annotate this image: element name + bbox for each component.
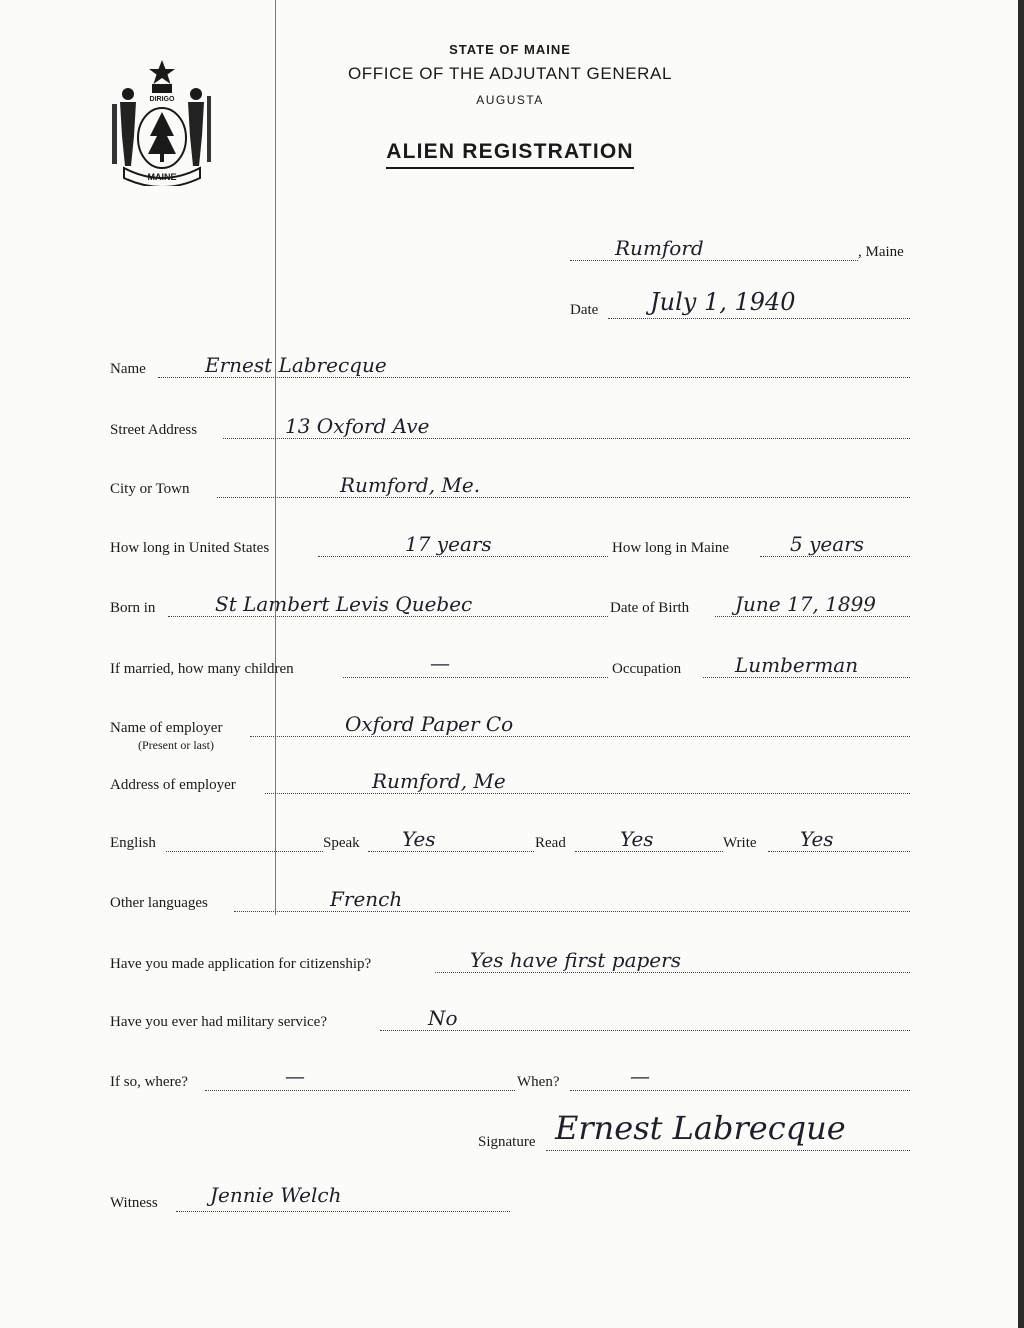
date-value: July 1, 1940 [650,288,796,316]
military-value: No [428,1006,458,1030]
scan-edge [1018,0,1024,1328]
name-label: Name [110,361,146,377]
maine-years-value: 5 years [790,532,864,556]
us-years-value: 17 years [405,532,492,556]
born-in-line [168,616,608,617]
employer-address-value: Rumford, Me [372,769,506,793]
occupation-value: Lumberman [735,653,859,677]
signature-line [546,1150,910,1151]
english-line [166,851,323,852]
maine-years-line [760,556,910,557]
city-label: City or Town [110,481,190,497]
witness-value: Jennie Welch [210,1183,342,1207]
other-languages-label: Other languages [110,895,208,911]
citizenship-value: Yes have first papers [470,948,681,972]
speak-line [368,851,534,852]
english-label: English [110,835,156,851]
where-label: If so, where? [110,1074,188,1090]
when-label: When? [517,1074,560,1090]
born-in-label: Born in [110,600,156,616]
employer-address-label: Address of employer [110,777,236,793]
speak-value: Yes [402,827,436,851]
us-years-line [318,556,608,557]
read-line [575,851,723,852]
read-label: Read [535,835,566,851]
children-value: — [430,651,450,675]
name-value: Ernest Labrecque [205,353,387,377]
when-value: — [630,1064,650,1088]
other-languages-value: French [330,887,403,911]
seal-motto: DIRIGO [149,96,175,103]
citizenship-label: Have you made application for citizenship? [110,956,372,972]
date-label: Date [570,302,599,318]
military-label: Have you ever had military service? [110,1014,327,1030]
seal-banner: MAINE [147,172,177,182]
city-line [217,497,910,498]
speak-label: Speak [323,835,360,851]
employer-value: Oxford Paper Co [345,712,514,736]
employer-sublabel: (Present or last) [138,738,214,752]
when-line [570,1090,910,1091]
occupation-label: Occupation [612,661,682,677]
street-line [223,438,910,439]
city-heading: AUGUSTA [476,93,544,107]
maine-state-seal-icon [104,56,220,186]
where-line [205,1090,515,1091]
employer-address-line [265,793,910,794]
office-heading: OFFICE OF THE ADJUTANT GENERAL [347,64,673,83]
street-label: Street Address [110,422,198,438]
children-label: If married, how many children [110,661,294,677]
dob-value: June 17, 1899 [735,592,877,616]
place-suffix: , Maine [858,244,904,260]
other-languages-line [234,911,910,912]
employer-label: Name of employer [110,720,223,736]
place-value: Rumford [615,236,704,260]
maine-years-label: How long in Maine [612,540,730,556]
form-title: ALIEN REGISTRATION [310,140,710,169]
children-line [343,677,608,678]
dob-label: Date of Birth [610,600,690,616]
citizenship-line [435,972,910,973]
born-in-value: St Lambert Levis Quebec [215,592,473,616]
witness-label: Witness [110,1195,158,1211]
employer-line [250,736,910,737]
city-value: Rumford, Me. [340,473,481,497]
dob-line [715,616,910,617]
state-heading: STATE OF MAINE [449,42,571,57]
street-value: 13 Oxford Ave [285,414,430,438]
signature-value: Ernest Labrecque [555,1109,846,1147]
military-line [380,1030,910,1031]
write-label: Write [723,835,757,851]
where-value: — [285,1064,305,1088]
signature-label: Signature [478,1134,536,1150]
date-line [608,318,910,319]
us-years-label: How long in United States [110,540,270,556]
occupation-line [703,677,910,678]
read-value: Yes [620,827,654,851]
write-value: Yes [800,827,834,851]
write-line [768,851,910,852]
witness-line [176,1211,510,1212]
fold-line [275,0,276,915]
place-line [570,260,858,261]
name-line [158,377,910,378]
